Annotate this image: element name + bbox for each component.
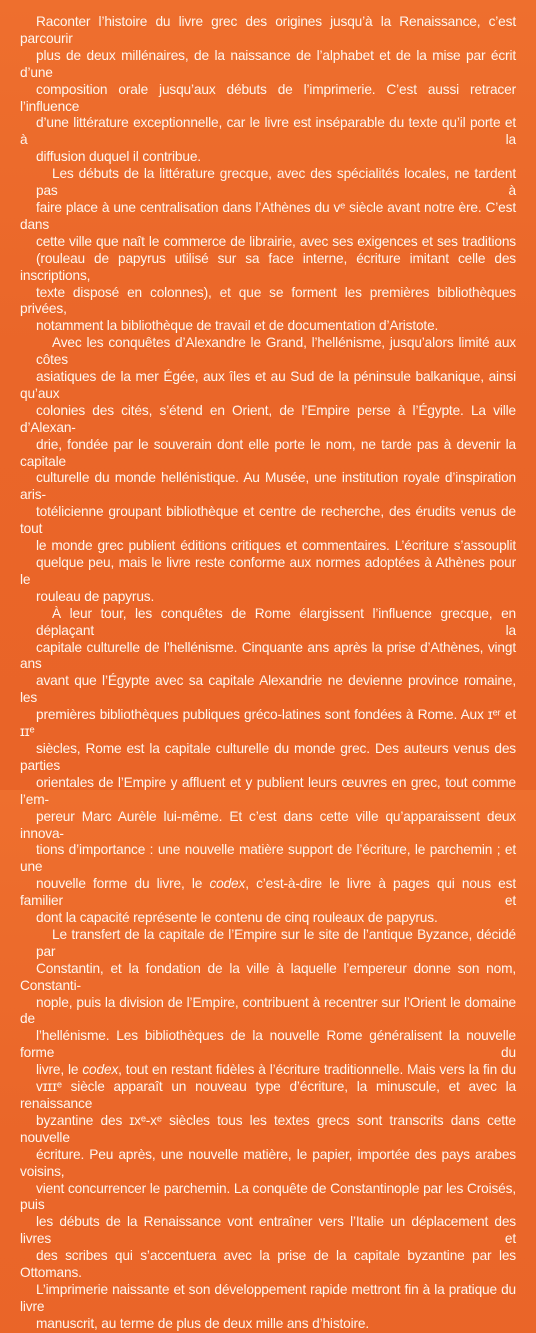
text-line: L’imprimerie naissante et son développement rapide mettront fin à la pratique du livre: [20, 1281, 516, 1314]
text-line: siècles, Rome est la capitale culturelle du monde grec. Des auteurs venus des parties: [20, 740, 516, 773]
text-line: dont la capacité représente le contenu de cinq rouleaux de papyrus.: [36, 910, 438, 926]
text-line: capitale culturelle de l’hellénisme. Cinquante ans après la prise d’Athènes, vingt ans: [20, 639, 516, 672]
text-line: culturelle du monde hellénistique. Au Musée, une institution royale d’inspiration aris-: [20, 470, 516, 503]
text-line: Constantin, et la fondation de la ville à laquelle l’empereur donne son nom, Constanti-: [20, 960, 516, 993]
text-line: asiatiques de la mer Égée, aux îles et au Sud de la péninsule balkanique, ainsi qu’aux: [20, 369, 516, 401]
text-line: quelque peu, mais le livre reste conforme aux normes adoptées à Athènes pour le: [20, 555, 516, 587]
text-line: livre, le codex, tout en restant fidèles à l’écriture traditionnelle. Mais vers la fin du: [36, 1062, 516, 1078]
text-line: totélicienne groupant bibliothèque et centre de recherche, des érudits venus de tout: [20, 504, 516, 537]
text-line: vient concurrencer le parchemin. La conquête de Constantinople par les Croisés, puis: [20, 1180, 516, 1213]
text-line: écriture. Peu après, une nouvelle matière, le papier, importée des pays arabes voisins,: [20, 1146, 516, 1179]
text-line: Le transfert de la capitale de l’Empire sur le site de l’antique Byzance, décidé par: [36, 926, 516, 959]
text-line: les débuts de la Renaissance vont entraîner vers l’Italie un déplacement des livres et: [20, 1214, 516, 1247]
byzantium-paragraph: [20, 927, 516, 1333]
alexandria-paragraph: [20, 335, 516, 606]
body-text: [20, 14, 516, 1333]
text-line: nople, puis la division de l’Empire, contribuent à recentrer sur l’Orient le domaine de: [20, 994, 516, 1027]
text-line: faire place à une centralisation dans l’Athènes du vᵉ siècle avant notre ère. C’est dans: [20, 199, 516, 232]
text-line: premières bibliothèques publiques gréco-latines sont fondées à Rome. Aux ɪᵉʳ et ɪɪᵉ: [20, 707, 516, 740]
text-line: (rouleau de papyrus utilisé sur sa face interne, écriture imitant celle des inscriptions,: [20, 250, 516, 283]
text-line: avant que l’Égypte avec sa capitale Alexandrie ne devienne province romaine, les: [20, 673, 516, 706]
text-line: byzantine des ɪxᵉ-xᵉ siècles tous les textes grecs sont transcrits dans cette nouvelle: [20, 1112, 516, 1145]
text-line: nouvelle forme du livre, le codex, c’est-à-dire le livre à pages qui nous est familier et: [20, 876, 516, 909]
text-line: rouleau de papyrus.: [36, 588, 155, 604]
text-line: Avec les conquêtes d’Alexandre le Grand, l’hellénisme, jusqu’alors limité aux côtes: [36, 335, 516, 368]
intro-paragraph: [20, 14, 516, 166]
text-line: d’une littérature exceptionnelle, car le livre est inséparable du texte qu’il porte et à la: [20, 115, 516, 148]
text-line: manuscrit, au terme de plus de deux mille ans d’histoire.: [36, 1315, 370, 1331]
text-line: vɪɪɪᵉ siècle apparaît un nouveau type d’écriture, la minuscule, et avec la renaissance: [20, 1079, 516, 1111]
athens-paragraph: [20, 166, 516, 335]
text-line: pereur Marc Aurèle lui-même. Et c’est dans cette ville qu’apparaissent deux innova-: [20, 808, 516, 841]
text-line: Raconter l’histoire du livre grec des origines jusqu’à la Renaissance, c’est parcourir: [20, 14, 516, 46]
text-line: le monde grec publient éditions critiques et commentaires. L’écriture s’assouplit: [36, 538, 516, 554]
text-line: Les débuts de la littérature grecque, avec des spécialités locales, ne tardent pas à: [36, 166, 516, 199]
text-line: plus de deux millénaires, de la naissance de l’alphabet et de la mise par écrit d’une: [20, 47, 516, 80]
text-line: composition orale jusqu’aux débuts de l’imprimerie. C’est aussi retracer l’influence: [20, 81, 516, 114]
text-line: orientales de l’Empire y affluent et y publient leurs œuvres en grec, tout comme l’em-: [20, 774, 516, 807]
rome-paragraph: [20, 606, 516, 927]
text-line: tions d’importance : une nouvelle matière support de l’écriture, le parchemin ; et une: [20, 842, 516, 875]
text-line: cette ville que naît le commerce de librairie, avec ses exigences et ses traditions: [36, 233, 516, 249]
text-line: drie, fondée par le souverain dont elle porte le nom, ne tarde pas à devenir la capitale: [20, 436, 516, 469]
text-line: colonies des cités, s’étend en Orient, de l’Empire perse à l’Égypte. La ville d’Alexan-: [20, 402, 516, 435]
text-line: des scribes qui s’accentuera avec la prise de la capitale byzantine par les Ottomans.: [20, 1248, 516, 1281]
text-line: notamment la bibliothèque de travail et de documentation d’Aristote.: [36, 318, 439, 334]
text-line: diffusion duquel il contribue.: [36, 149, 201, 165]
text-line: texte disposé en colonnes), et que se forment les premières bibliothèques privées,: [20, 284, 516, 317]
text-line: À leur tour, les conquêtes de Rome élargissent l’influence grecque, en déplaçant la: [36, 605, 516, 638]
text-line: l’hellénisme. Les bibliothèques de la nouvelle Rome généralisent la nouvelle forme du: [20, 1028, 516, 1061]
